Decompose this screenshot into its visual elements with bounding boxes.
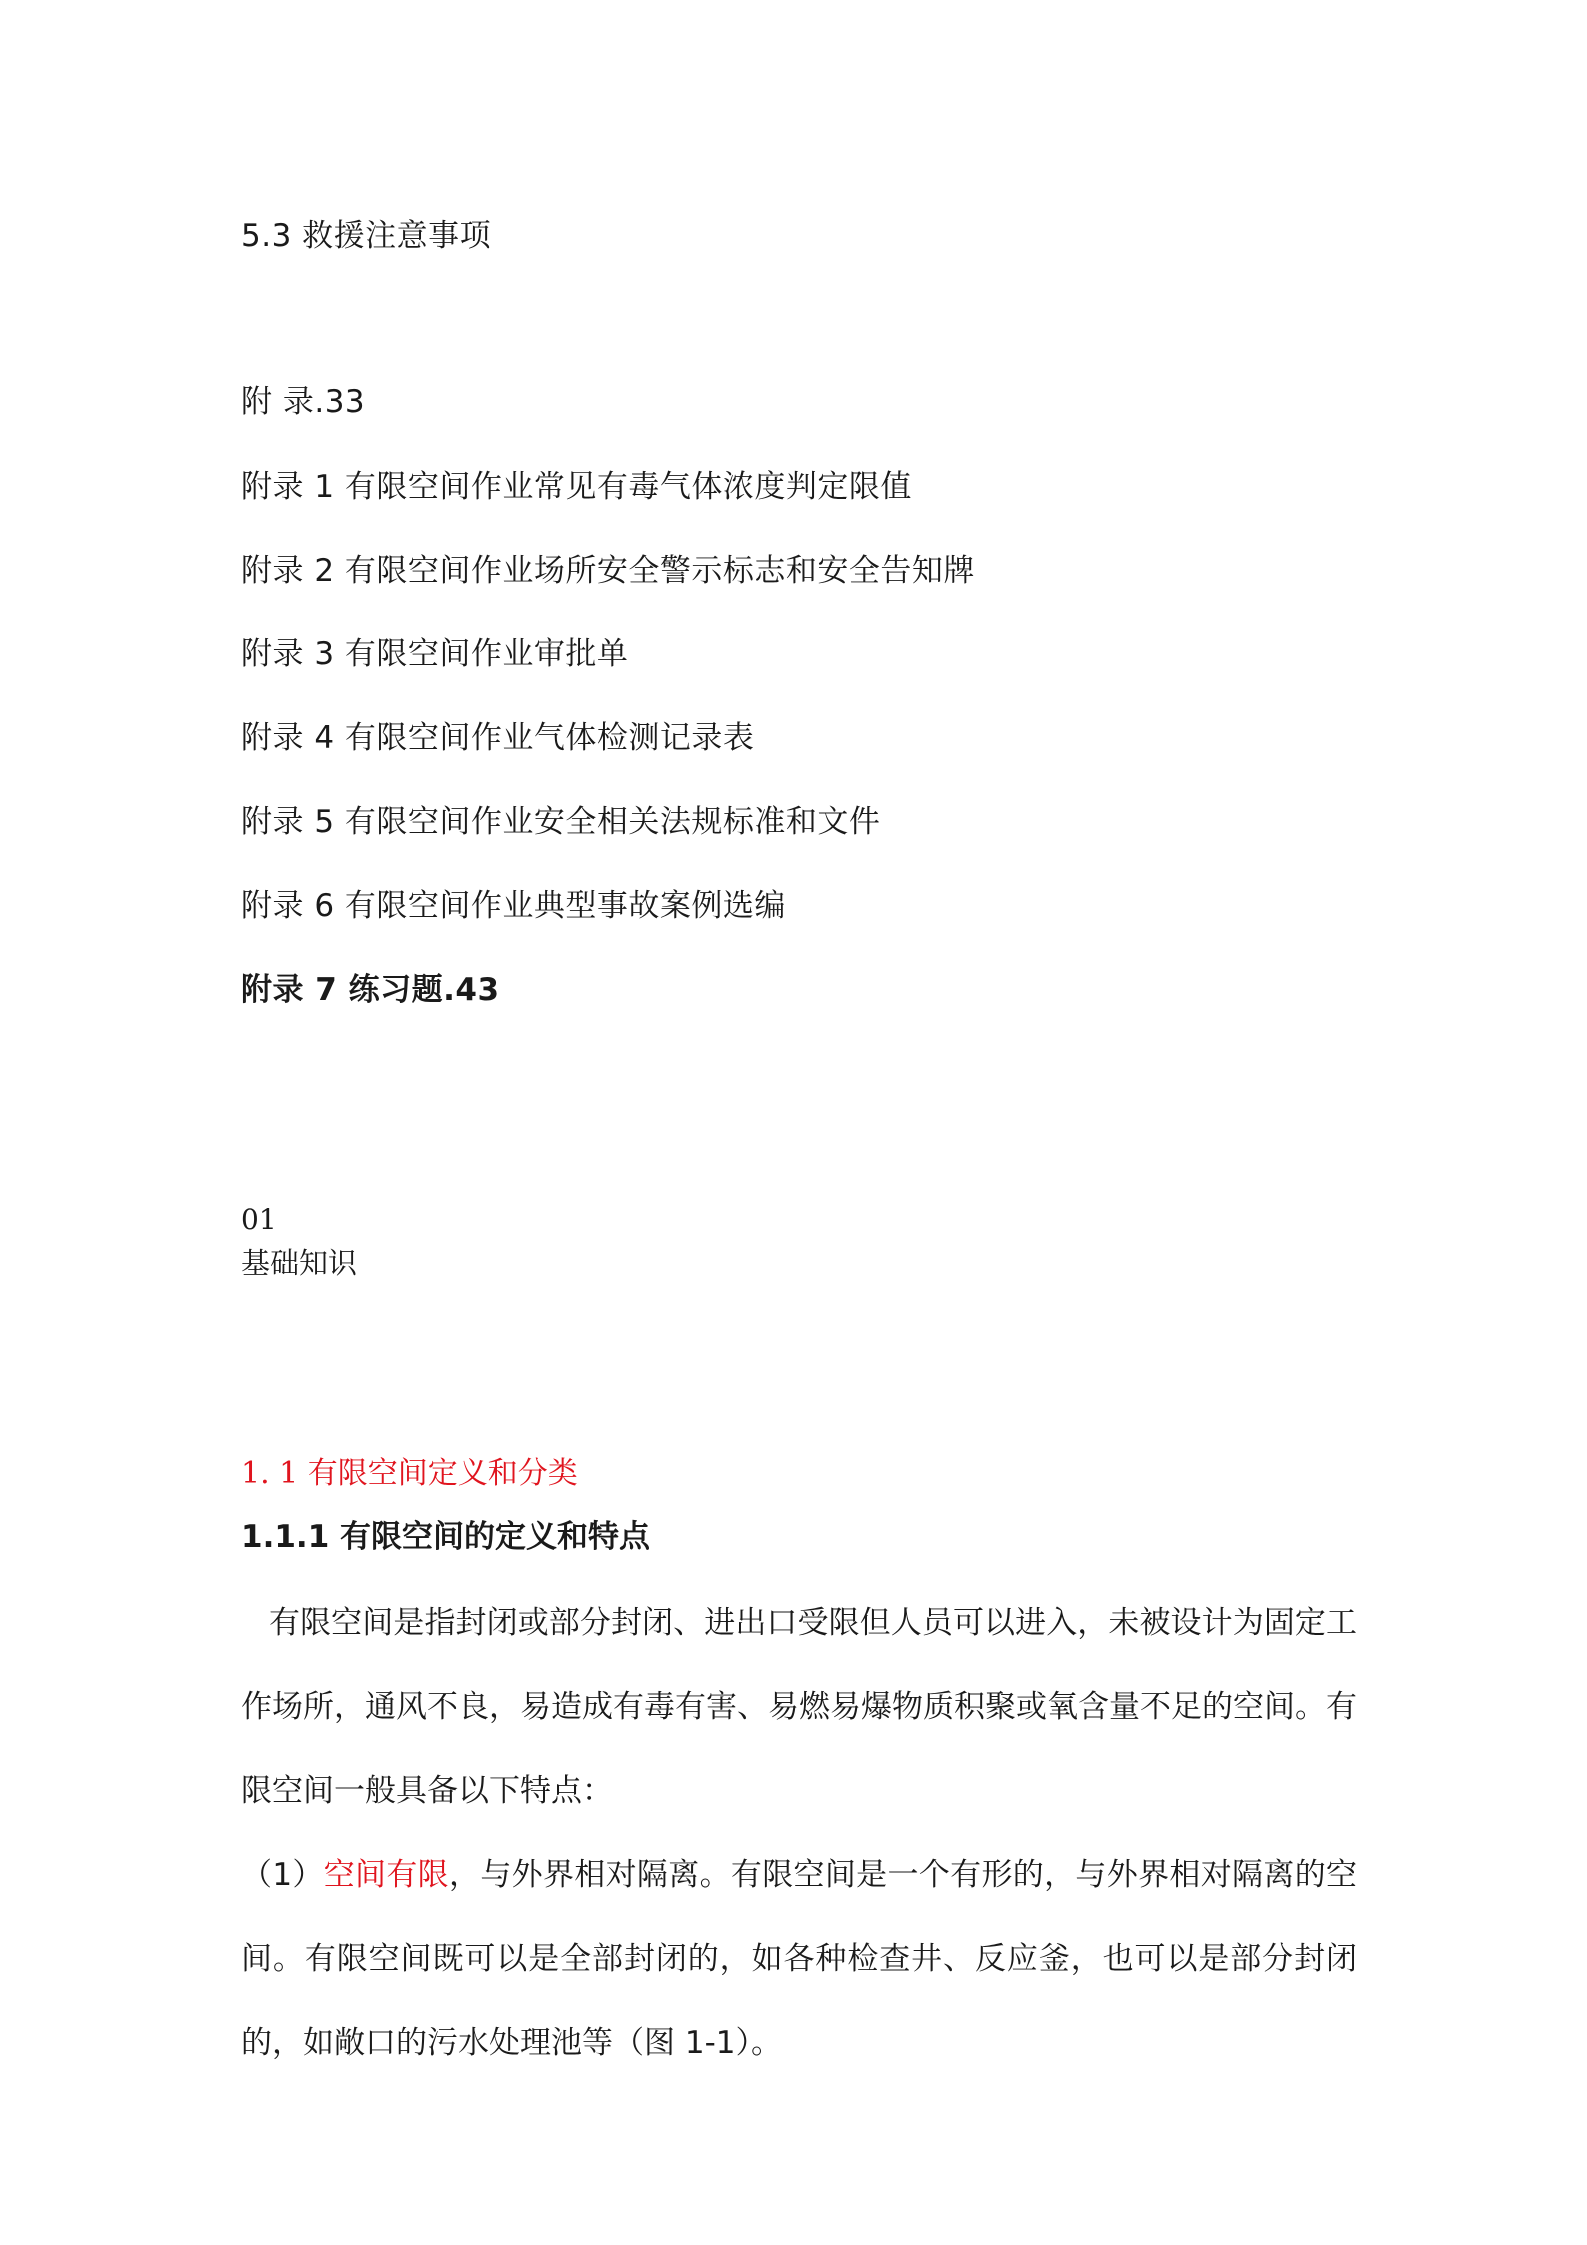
toc-appendix-3: 附录 3 有限空间作业审批单 [241, 636, 629, 672]
toc-section-5-3: 5.3 救援注意事项 [241, 218, 492, 254]
chapter-title: 基础知识 [241, 1246, 358, 1280]
feature-number: （1） [241, 1857, 324, 1893]
chapter-number: 01 [241, 1203, 277, 1236]
toc-appendix-1: 附录 1 有限空间作业常见有毒气体浓度判定限值 [241, 469, 912, 505]
toc-appendix-6: 附录 6 有限空间作业典型事故案例选编 [241, 888, 786, 924]
toc-appendix-heading: 附 录.33 [241, 384, 366, 420]
toc-appendix-2: 附录 2 有限空间作业场所安全警示标志和安全告知牌 [241, 553, 975, 589]
toc-appendix-5: 附录 5 有限空间作业安全相关法规标准和文件 [241, 804, 881, 840]
paragraph-feature-1 [241, 1833, 1357, 2085]
paragraph-definition: 有限空间是指封闭或部分封闭、进出口受限但人员可以进入，未被设计为固定工作场所，通风不良，易造成有毒有害、易燃易爆物质积聚或氧含量不足的空间。有限空间一般具备以下特点： [241, 1605, 1357, 1809]
body-paragraphs [241, 1581, 1357, 2085]
toc-appendix-4: 附录 4 有限空间作业气体检测记录表 [241, 720, 755, 756]
subsection-heading: 1.1.1 有限空间的定义和特点 [241, 1519, 651, 1555]
toc-appendix-7: 附录 7 练习题.43 [241, 972, 500, 1008]
section-heading: 1. 1 有限空间定义和分类 [241, 1456, 578, 1491]
feature-highlight: 空间有限 [323, 1857, 449, 1893]
feature-description: ，与外界相对隔离。有限空间是一个有形的，与外界相对隔离的空间。有限空间既可以是全部封闭的，如各种检查井、反应釜，也可以是部分封闭的，如敞口的污水处理池等（图 1-1）。 [241, 1857, 1358, 2061]
